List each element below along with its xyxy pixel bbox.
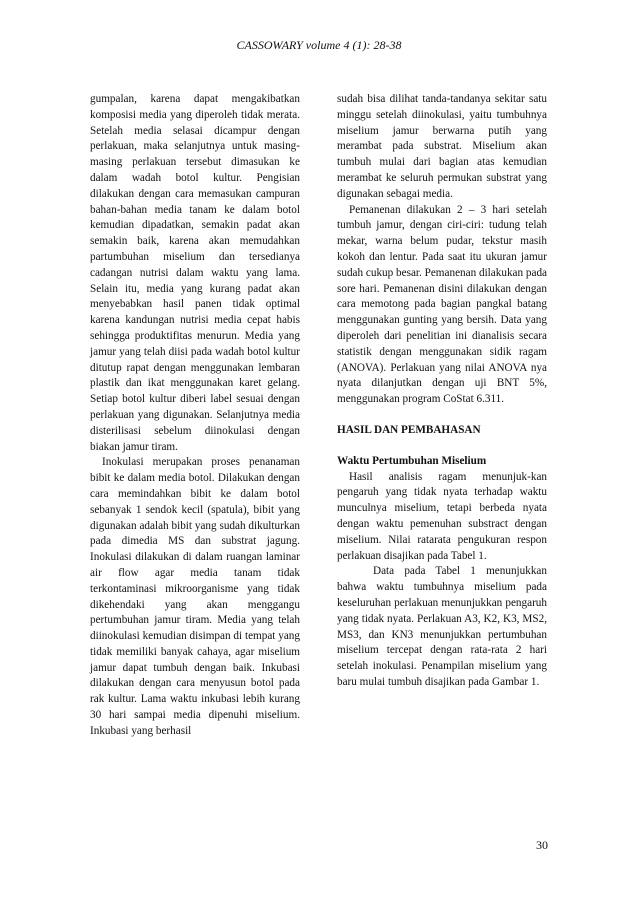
paragraph: Data pada Tabel 1 menunjukkan bahwa waktu tumbuhnya miselium pada keseluruhan perlakuan menunjukkan pengaruh yang tidak nyata. Perlakuan A3, K2, K3, MS2, MS3, dan KN3 menunjukkan pertumbuhan miselium tercepat dengan rata-rata 2 hari setelah inokulasi. Penampilan miselium yang baru mulai tumbuh disajikan pada Gambar 1.: [337, 565, 547, 688]
paragraph: gumpalan, karena dapat mengakibatkan komposisi media yang diperoleh tidak merata. Setelah media selasai dicampur dengan perlakuan, maka selanjutnya untuk masing-masing perlakuan tersebut dimasukan ke dalam wadah botol kultur. Pengisian dilakukan dengan cara memasukan campuran bahan-bahan media tanam ke dalam botol kemudian dipadatkan, semakin padat akan semakin baik, karena akan memudahkan partumbuhan miselium dan tersedianya cadangan nutrisi dalam waktu yang lama. Selain itu, media yang kurang padat akan menyebabkan hasil panen tidak optimal karena kandungan nutrisi media cepat habis sehingga produktifitas menurun. Media yang jamur yang telah diisi pada wadah botol kultur ditutup rapat dengan menggunakan lembaran plastik dan ikat menggunakan karet gelang. Setiap botol kultur diberi label sesuai dengan perlakuan yang digunakan. Selanjutnya media disterilisasi sebelum diinokulasi dengan biakan jamur tiram.: [90, 93, 300, 453]
paragraph: Hasil analisis ragam menunjuk-kan pengaruh yang tidak nyata terhadap waktu munculnya miselium, tetapi berbeda nyata dengan waktu pemenuhan substract dengan miselium. Nilai ratarata pengukuran respon perlakuan disajikan pada Tabel 1.: [337, 470, 547, 562]
subsection-heading: Waktu Pertumbuhan Miselium: [337, 454, 487, 467]
section-heading: HASIL DAN PEMBAHASAN: [337, 423, 481, 436]
running-header: CASSOWARY volume 4 (1): 28-38: [236, 38, 402, 52]
paragraph: Pemanenan dilakukan 2 – 3 hari setelah tumbuh jamur, dengan ciri-ciri: tudung telah mekar, warna belum pudar, tekstur masih kokoh dan lentur. Pada saat itu ukuran jamur sudah cukup besar. Pemanenan dilakukan pada sore hari. Pemanenan disini dilakukan dengan cara memotong pada bagian pangkal batang menggunakan gunting yang bersih. Data yang diperoleh dari penelitian ini dianalisis secara statistik dengan menggunakan sidik ragam (ANOVA). Perlakuan yang nilai ANOVA nya nyata dilanjutkan dengan uji BNT 5%, menggunakan program CoStat 6.311.: [337, 203, 548, 406]
right-column: [337, 92, 547, 691]
left-column: [90, 92, 300, 740]
paragraph: sudah bisa dilihat tanda-tandanya sekitar satu minggu setelah diinokulasi, yaitu tumbuhnya miselium jamur berwarna putih yang merambat pada substrat. Miselium akan tumbuh mulai dari bagian atas kemudian merambat ke seluruh permukan substrat yang digunakan sebagai media.: [337, 93, 547, 200]
paragraph: Inokulasi merupakan proses penanaman bibit ke dalam media botol. Dilakukan dengan cara memindahkan bibit ke dalam botol sebanyak 1 sendok kecil (spatula), bibit yang digunakan adalah bibit yang sudah dikulturkan pada dimedia MS dan substrat jagung. Inokulasi dilakukan di dalam ruangan laminar air flow agar media tanam tidak terkontaminasi mikroorganisme yang tidak dikehendaki yang akan menggangu pertumbuhan jamur tiram. Media yang telah diinokulasi kemudian disimpan di tempat yang tidak memiliki banyak cahaya, agar miselium jamur dapat tumbuh dengan baik. Inkubasi dilakukan dengan cara menyusun botol pada rak kultur. Lama waktu inkubasi lebih kurang 30 hari sampai media dipenuhi miselium. Inkubasi yang berhasil: [90, 456, 300, 737]
page-number: 30: [536, 838, 548, 852]
